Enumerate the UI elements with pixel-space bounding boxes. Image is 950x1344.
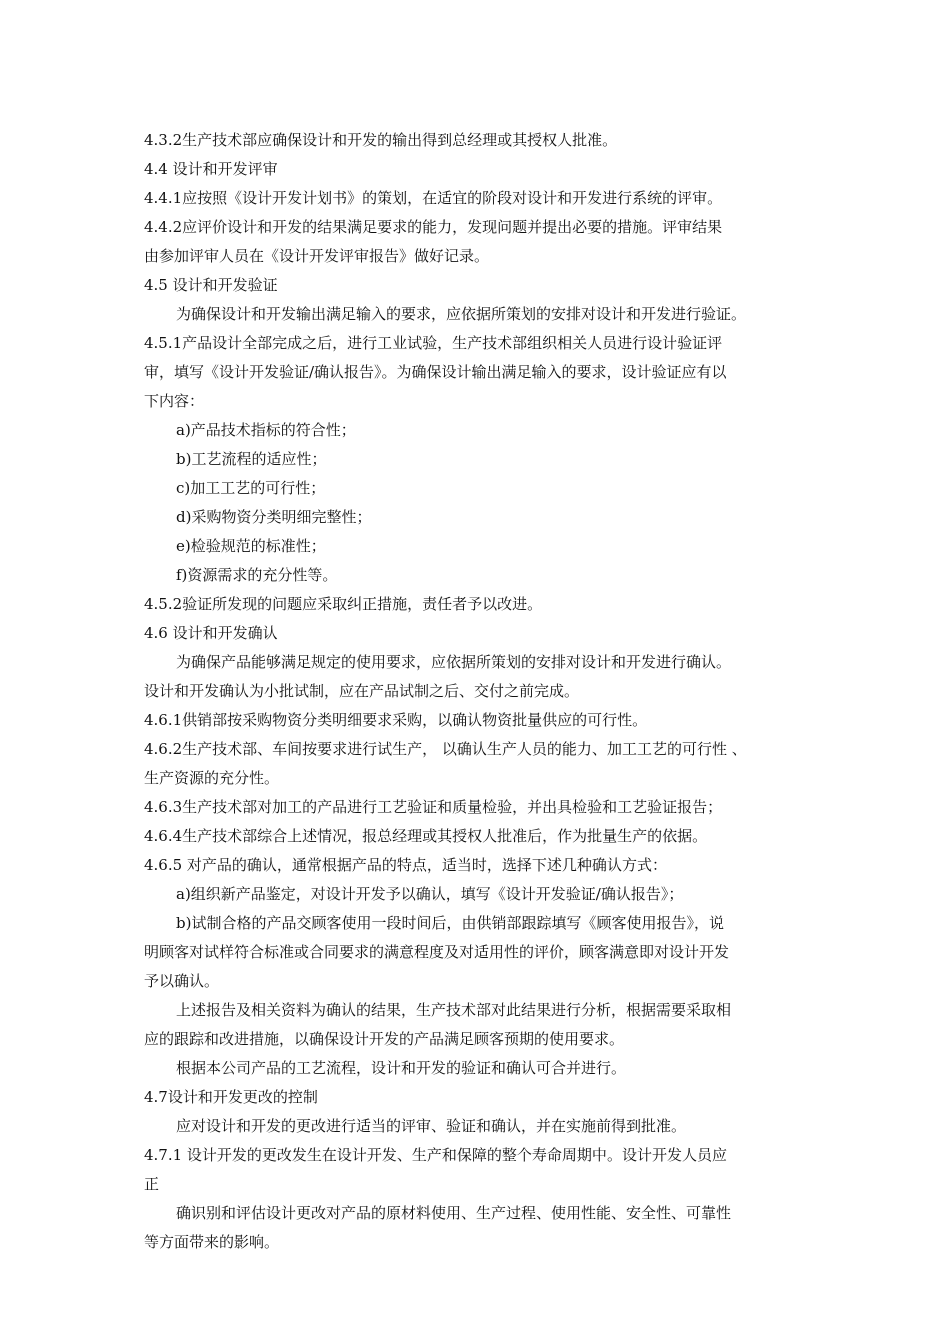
text-line: e)检验规范的标准性； (176, 537, 326, 555)
text-line: 应对设计和开发的更改进行适当的评审、验证和确认，并在实施前得到批准。 (176, 1117, 687, 1135)
text-line: 4.5 设计和开发验证 (144, 276, 278, 294)
text-line: 4.7设计和开发更改的控制 (144, 1088, 318, 1106)
text-line: 4.4.2应评价设计和开发的结果满足要求的能力，发现问题并提出必要的措施。评审结果 (144, 218, 723, 236)
text-line: 应的跟踪和改进措施，以确保设计开发的产品满足顾客预期的使用要求。 (144, 1030, 625, 1048)
text-line: 正 (144, 1175, 160, 1193)
text-line: 4.4 设计和开发评审 (144, 160, 278, 178)
text-line: 生产资源的充分性。 (144, 769, 280, 787)
text-line: 审，填写《设计开发验证/确认报告》。为确保设计输出满足输入的要求，设计验证应有以 (144, 363, 727, 381)
text-line: 4.4.1应按照《设计开发计划书》的策划，在适宜的阶段对设计和开发进行系统的评审。 (144, 189, 723, 207)
text-line: 4.6.5 对产品的确认，通常根据产品的特点，适当时，选择下述几种确认方式： (144, 856, 667, 874)
text-line: 为确保产品能够满足规定的使用要求，应依据所策划的安排对设计和开发进行确认。 (176, 653, 732, 671)
text-line: 明顾客对试样符合标准或合同要求的满意程度及对适用性的评价，顾客满意即对设计开发 (144, 943, 730, 961)
text-line: 4.6.2生产技术部、车间按要求进行试生产， 以确认生产人员的能力、加工工艺的可行性 、 (144, 740, 747, 758)
text-line: 设计和开发确认为小批试制，应在产品试制之后、交付之前完成。 (144, 682, 580, 700)
text-line: c)加工工艺的可行性； (176, 479, 326, 497)
text-line: 确识别和评估设计更改对产品的原材料使用、生产过程、使用性能、安全性、可靠性 (176, 1204, 732, 1222)
text-line: 根据本公司产品的工艺流程，设计和开发的验证和确认可合并进行。 (176, 1059, 627, 1077)
text-line: 4.6.1供销部按采购物资分类明细要求采购，以确认物资批量供应的可行性。 (144, 711, 648, 729)
text-line: 4.5.1产品设计全部完成之后，进行工业试验，生产技术部组织相关人员进行设计验证评 (144, 334, 723, 352)
text-line: d)采购物资分类明细完整性； (176, 508, 372, 526)
text-line: 4.5.2验证所发现的问题应采取纠正措施，责任者予以改进。 (144, 595, 543, 613)
text-line: b)试制合格的产品交顾客使用一段时间后，由供销部跟踪填写《顾客使用报告》，说 (176, 914, 724, 932)
text-line: 为确保设计和开发输出满足输入的要求，应依据所策划的安排对设计和开发进行验证。 (176, 305, 747, 323)
text-line: 等方面带来的影响。 (144, 1233, 280, 1251)
text-line: 4.6 设计和开发确认 (144, 624, 278, 642)
text-line: a)组织新产品鉴定，对设计开发予以确认，填写《设计开发验证/确认报告》； (176, 885, 684, 903)
text-line: 4.3.2生产技术部应确保设计和开发的输出得到总经理或其授权人批准。 (144, 131, 618, 149)
text-line: b)工艺流程的适应性； (176, 450, 327, 468)
document-body (144, 126, 834, 1257)
text-line: 由参加评审人员在《设计开发评审报告》做好记录。 (144, 247, 490, 265)
text-line: 4.6.3生产技术部对加工的产品进行工艺验证和质量检验，并出具检验和工艺验证报告； (144, 798, 723, 816)
text-line: 上述报告及相关资料为确认的结果，生产技术部对此结果进行分析，根据需要采取相 (176, 1001, 732, 1019)
text-line: f)资源需求的充分性等。 (176, 566, 338, 584)
text-line: a)产品技术指标的符合性； (176, 421, 356, 439)
text-line: 下内容： (144, 392, 205, 410)
text-line: 4.7.1 设计开发的更改发生在设计开发、生产和保障的整个寿命周期中。设计开发人员应 (144, 1146, 727, 1164)
text-line: 4.6.4生产技术部综合上述情况，报总经理或其授权人批准后，作为批量生产的依据。 (144, 827, 708, 845)
text-line: 予以确认。 (144, 972, 220, 990)
